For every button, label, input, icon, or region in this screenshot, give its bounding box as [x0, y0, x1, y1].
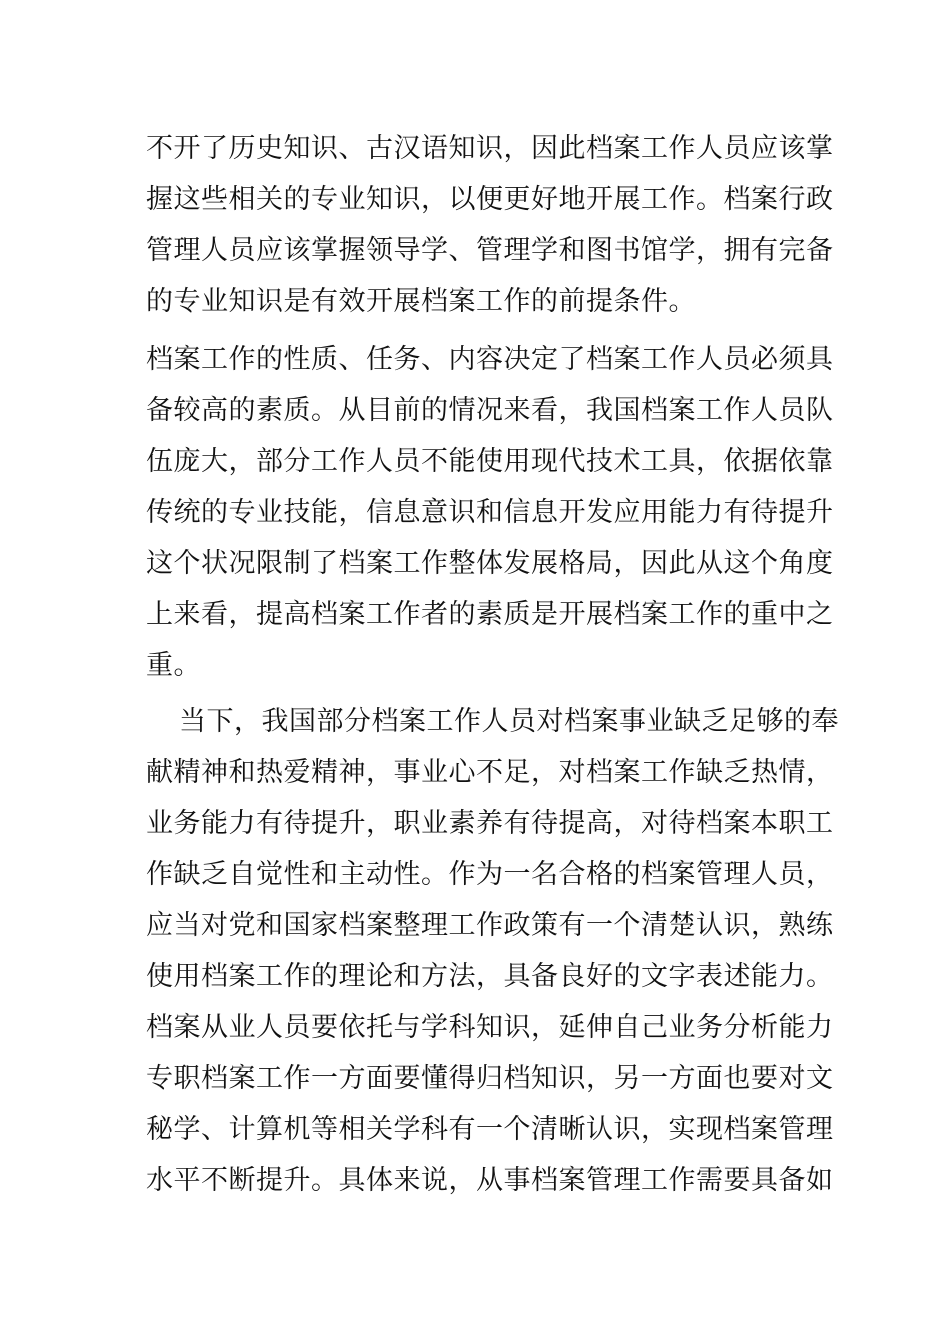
text-line: 档案从业人员要依托与学科知识，延伸自己业务分析能力 — [146, 1012, 834, 1043]
text-line: 业务能力有待提升，职业素养有待提高，对待档案本职工 — [146, 808, 834, 839]
text-line: 这个状况限制了档案工作整体发展格局，因此从这个角度 — [146, 548, 834, 579]
text-line-indented: 当下，我国部分档案工作人员对档案事业缺乏足够的奉 — [179, 706, 839, 737]
text-line: 管理人员应该掌握领导学、管理学和图书馆学，拥有完备 — [146, 235, 834, 266]
text-line: 上来看，提高档案工作者的素质是开展档案工作的重中之 — [146, 599, 834, 630]
text-line: 作缺乏自觉性和主动性。作为一名合格的档案管理人员， — [146, 859, 834, 890]
text-line: 伍庞大，部分工作人员不能使用现代技术工具，依据依靠 — [146, 446, 834, 477]
text-line: 献精神和热爱精神，事业心不足，对档案工作缺乏热情， — [146, 757, 834, 788]
text-line: 使用档案工作的理论和方法，具备良好的文字表述能力。 — [146, 961, 834, 992]
text-line: 重。 — [146, 650, 201, 681]
text-line: 备较高的素质。从目前的情况来看，我国档案工作人员队 — [146, 395, 834, 426]
text-line: 档案工作的性质、任务、内容决定了档案工作人员必须具 — [146, 344, 834, 375]
text-line: 应当对党和国家档案整理工作政策有一个清楚认识，熟练 — [146, 910, 834, 941]
paragraph-2 — [146, 334, 834, 691]
text-line: 水平不断提升。具体来说，从事档案管理工作需要具备如 — [146, 1165, 834, 1196]
text-line: 的专业知识是有效开展档案工作的前提条件。 — [146, 286, 696, 317]
text-line: 秘学、计算机等相关学科有一个清晰认识，实现档案管理 — [146, 1114, 834, 1145]
text-line: 握这些相关的专业知识，以便更好地开展工作。档案行政 — [146, 184, 834, 215]
text-line: 专职档案工作一方面要懂得归档知识，另一方面也要对文 — [146, 1063, 834, 1094]
text-line: 不开了历史知识、古汉语知识，因此档案工作人员应该掌 — [146, 133, 834, 164]
paragraph-3 — [146, 696, 839, 1206]
text-line: 传统的专业技能，信息意识和信息开发应用能力有待提升 — [146, 497, 834, 528]
paragraph-1 — [146, 123, 834, 327]
